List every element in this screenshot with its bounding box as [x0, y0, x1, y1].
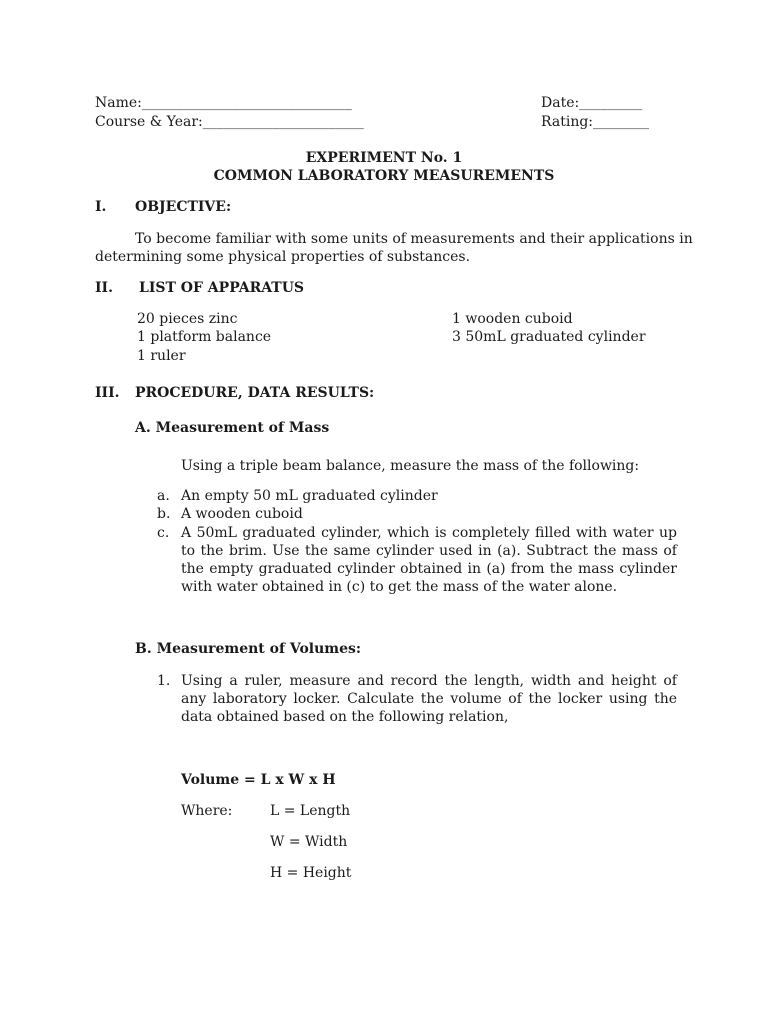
subsection-heading-mass: A. Measurement of Mass	[135, 420, 330, 436]
section-number-objective: I.	[95, 199, 107, 215]
list-item: An empty 50 mL graduated cylinder	[181, 488, 438, 504]
list-item: A wooden cuboid	[181, 506, 303, 522]
list-item: Using a ruler, measure and record the length, width and height of any laboratory locker. Calculate the volume of the locker using the data obtained based on the following relation,	[181, 673, 677, 725]
section-number-apparatus: II.	[95, 280, 113, 296]
apparatus-item: 1 ruler	[137, 348, 186, 364]
section-heading-procedure: PROCEDURE, DATA RESULTS:	[135, 385, 375, 401]
experiment-number: EXPERIMENT No. 1	[305, 150, 463, 166]
section-heading-objective: OBJECTIVE:	[135, 199, 232, 215]
where-label: Where:	[181, 803, 233, 819]
objective-text-line2: determining some physical properties of substances.	[95, 249, 471, 265]
list-marker: a.	[157, 488, 170, 504]
volume-formula: Volume = L x W x H	[181, 772, 336, 788]
definition-height: H = Height	[270, 865, 352, 881]
course-year-field: Course & Year:_______________________	[95, 114, 364, 130]
apparatus-item: 3 50mL graduated cylinder	[452, 329, 646, 345]
apparatus-item: 1 platform balance	[137, 329, 272, 345]
definition-width: W = Width	[270, 834, 348, 850]
apparatus-item: 1 wooden cuboid	[452, 311, 573, 327]
rating-field: Rating:________	[541, 114, 650, 130]
subsection-heading-volumes: B. Measurement of Volumes:	[135, 641, 362, 657]
apparatus-item: 20 pieces zinc	[137, 311, 238, 327]
list-marker: c.	[157, 525, 170, 541]
experiment-title: COMMON LABORATORY MEASUREMENTS	[213, 168, 555, 184]
section-heading-apparatus: LIST OF APPARATUS	[139, 280, 305, 296]
list-marker: b.	[157, 506, 171, 522]
list-marker: 1.	[157, 673, 171, 689]
definition-length: L = Length	[270, 803, 351, 819]
section-number-procedure: III.	[95, 385, 120, 401]
list-item: A 50mL graduated cylinder, which is completely filled with water up to the brim. Use the same cylinder used in (a). Subtract the mass of the empty graduated cylinder obtained in (a) from the mass cylinder with water obtained in (c) to get the mass of the water alone.	[181, 525, 677, 595]
objective-text-line1: To become familiar with some units of measurements and their applications in	[135, 231, 693, 247]
name-field: Name:______________________________	[95, 95, 352, 111]
mass-intro-text: Using a triple beam balance, measure the mass of the following:	[181, 458, 640, 474]
date-field: Date:_________	[541, 95, 643, 111]
